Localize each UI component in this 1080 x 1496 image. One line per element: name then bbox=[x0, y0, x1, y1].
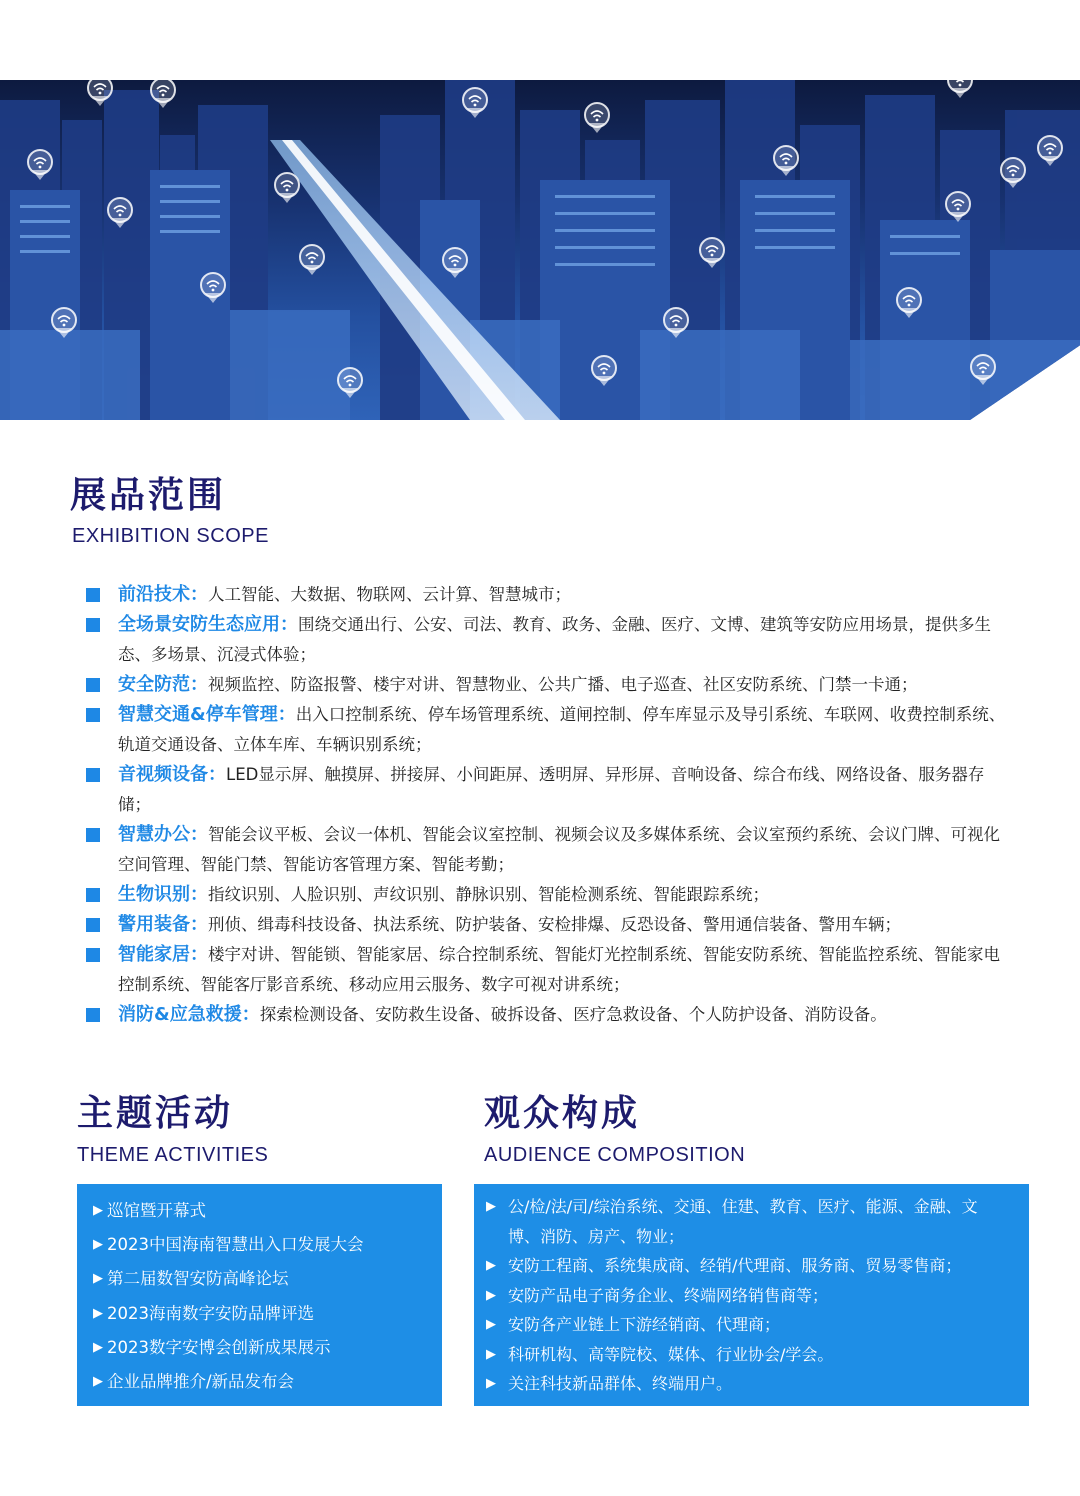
scope-item-text: LED显示屏、触摸屏、拼接屏、小间距屏、透明屏、异形屏、音响设备、综合布线、网络设备、服务器存储； bbox=[118, 765, 985, 814]
scope-item-text: 探索检测设备、安防救生设备、破拆设备、医疗急救设备、个人防护设备、消防设备。 bbox=[259, 1005, 887, 1024]
scope-item-smart-home bbox=[84, 940, 1014, 1000]
square-bullet-icon bbox=[86, 618, 100, 632]
triangle-right-icon: ▶ bbox=[93, 1271, 103, 1287]
scope-item-fire-rescue bbox=[84, 1000, 1014, 1030]
scope-item-label: 智慧办公： bbox=[118, 824, 208, 845]
scope-item-text: 围绕交通出行、公安、司法、教育、政务、金融、医疗、文博、建筑等安防应用场景，提供多生态、多场景、沉浸式体验； bbox=[118, 615, 991, 664]
audience-subtitle: AUDIENCE COMPOSITION bbox=[484, 1144, 746, 1166]
scope-item-text: 智能会议平板、会议一体机、智能会议室控制、视频会议及多媒体系统、会议室预约系统、会议门牌、可视化空间管理、智能门禁、智能访客管理方案、智能考勤； bbox=[118, 825, 1000, 874]
audience-item-text: 科研机构、高等院校、媒体、行业协会/学会。 bbox=[508, 1344, 834, 1364]
scope-item-frontier-tech bbox=[84, 580, 1014, 610]
audience-item-text: 安防各产业链上下游经销商、代理商； bbox=[508, 1315, 781, 1334]
theme-activities-box bbox=[77, 1184, 442, 1406]
scope-item-security-protection bbox=[84, 670, 1014, 700]
theme-item bbox=[77, 1228, 442, 1262]
theme-item-text: 第二届数智安防高峰论坛 bbox=[107, 1269, 289, 1289]
scope-item-text: 指纹识别、人脸识别、声纹识别、静脉识别、智能检测系统、智能跟踪系统； bbox=[208, 885, 769, 904]
square-bullet-icon bbox=[86, 888, 100, 902]
scope-subtitle: EXHIBITION SCOPE bbox=[72, 525, 269, 547]
theme-item bbox=[77, 1297, 442, 1331]
theme-item bbox=[77, 1365, 442, 1399]
audience-item-text: 安防工程商、系统集成商、经销/代理商、服务商、贸易零售商； bbox=[508, 1256, 962, 1275]
audience-item bbox=[474, 1192, 1029, 1251]
triangle-right-icon: ▶ bbox=[486, 1258, 496, 1273]
scope-item-label: 安全防范： bbox=[118, 674, 208, 695]
audience-item bbox=[474, 1251, 1029, 1281]
theme-item-text: 2023中国海南智慧出入口发展大会 bbox=[107, 1235, 364, 1255]
scope-item-label: 前沿技术： bbox=[118, 584, 208, 605]
triangle-right-icon: ▶ bbox=[486, 1287, 496, 1303]
hero-city-image bbox=[0, 80, 1080, 420]
square-bullet-icon bbox=[86, 948, 100, 962]
theme-item bbox=[77, 1194, 442, 1228]
triangle-right-icon: ▶ bbox=[93, 1203, 103, 1218]
audience-item-text: 公/检/法/司/综治系统、交通、住建、教育、医疗、能源、金融、文博、消防、房产、物业； bbox=[508, 1197, 978, 1246]
scope-item-text: 出入口控制系统、停车场管理系统、道闸控制、停车库显示及导引系统、车联网、收费控制系统、轨道交通设备、立体车库、车辆识别系统； bbox=[118, 705, 1006, 754]
theme-item bbox=[77, 1331, 442, 1365]
scope-item-traffic-parking bbox=[84, 700, 1014, 760]
scope-item-label: 消防&应急救援： bbox=[118, 1004, 260, 1025]
scope-item-label: 智能家居： bbox=[118, 944, 208, 965]
scope-list bbox=[84, 580, 1014, 1030]
triangle-right-icon: ▶ bbox=[486, 1199, 496, 1214]
theme-item bbox=[77, 1262, 442, 1296]
theme-item-text: 2023海南数字安防品牌评选 bbox=[107, 1303, 314, 1323]
theme-item-text: 企业品牌推介/新品发布会 bbox=[107, 1372, 295, 1392]
square-bullet-icon bbox=[86, 768, 100, 782]
scope-title: 展品范围 bbox=[70, 475, 227, 516]
audience-item bbox=[474, 1340, 1029, 1370]
triangle-right-icon: ▶ bbox=[486, 1376, 496, 1391]
audience-item bbox=[474, 1281, 1029, 1311]
square-bullet-icon bbox=[86, 1008, 100, 1022]
scope-item-label: 生物识别： bbox=[118, 884, 208, 905]
theme-item-text: 巡馆暨开幕式 bbox=[107, 1201, 206, 1220]
scope-item-biometrics bbox=[84, 880, 1014, 910]
scope-item-label: 音视频设备： bbox=[118, 764, 226, 785]
scope-item-security-ecosystem bbox=[84, 610, 1014, 670]
square-bullet-icon bbox=[86, 678, 100, 692]
audience-item bbox=[474, 1310, 1029, 1340]
audience-item-text: 安防产品电子商务企业、终端网络销售商等； bbox=[508, 1285, 829, 1305]
scope-item-label: 全场景安防生态应用： bbox=[118, 614, 298, 635]
theme-subtitle: THEME ACTIVITIES bbox=[77, 1144, 269, 1166]
square-bullet-icon bbox=[86, 828, 100, 842]
audience-composition-box bbox=[474, 1184, 1029, 1406]
scope-item-text: 人工智能、大数据、物联网、云计算、智慧城市； bbox=[208, 585, 571, 604]
audience-item-text: 关注科技新品群体、终端用户。 bbox=[508, 1374, 733, 1393]
scope-item-text: 刑侦、缉毒科技设备、执法系统、防护装备、安检排爆、反恐设备、警用通信装备、警用车辆； bbox=[208, 915, 901, 934]
city-skyline bbox=[0, 80, 1080, 420]
triangle-right-icon: ▶ bbox=[93, 1374, 103, 1390]
scope-item-text: 楼宇对讲、智能锁、智能家居、综合控制系统、智能灯光控制系统、智能安防系统、智能监控系统、智能家电控制系统、智能客厅影音系统、移动应用云服务、数字可视对讲系统； bbox=[118, 945, 1000, 994]
triangle-right-icon: ▶ bbox=[486, 1317, 496, 1332]
triangle-right-icon: ▶ bbox=[93, 1339, 103, 1355]
triangle-right-icon: ▶ bbox=[93, 1237, 103, 1253]
scope-item-label: 智慧交通&停车管理： bbox=[118, 704, 296, 725]
scope-item-police-equipment bbox=[84, 910, 1014, 940]
theme-title: 主题活动 bbox=[77, 1093, 234, 1134]
scope-item-label: 警用装备： bbox=[118, 914, 208, 935]
scope-item-text: 视频监控、防盗报警、楼宇对讲、智慧物业、公共广播、电子巡查、社区安防系统、门禁一卡通； bbox=[208, 675, 918, 694]
audience-title: 观众构成 bbox=[484, 1093, 641, 1134]
scope-item-av-equipment bbox=[84, 760, 1014, 820]
square-bullet-icon bbox=[86, 588, 100, 602]
scope-item-smart-office bbox=[84, 820, 1014, 880]
triangle-right-icon: ▶ bbox=[93, 1305, 103, 1321]
audience-item bbox=[474, 1369, 1029, 1399]
triangle-right-icon: ▶ bbox=[486, 1346, 496, 1362]
square-bullet-icon bbox=[86, 918, 100, 932]
theme-item-text: 2023数字安博会创新成果展示 bbox=[107, 1337, 331, 1357]
square-bullet-icon bbox=[86, 708, 100, 722]
